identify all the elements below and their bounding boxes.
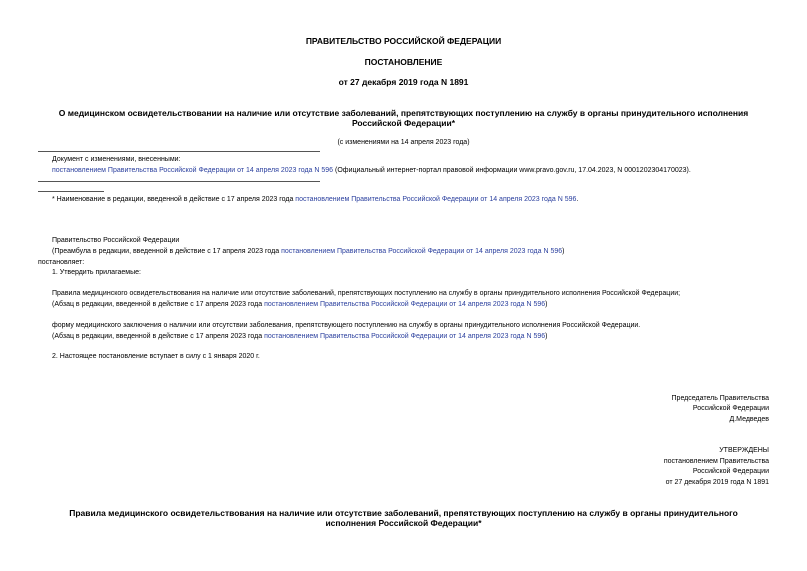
changes-label: Документ с изменениями, внесенными: xyxy=(52,156,181,163)
form-item: форму медицинского заключения о наличии или отсутствии заболевания, препятствующего поступлению на службу в органы принудительного исполнения Российской Федерации. xyxy=(52,322,641,329)
preamble-link[interactable]: постановлением Правительства Российской Федерации от 14 апреля 2023 года N 596 xyxy=(281,248,563,255)
approved-by: постановлением Правительства xyxy=(663,458,769,465)
signature-country: Российской Федерации xyxy=(692,405,769,412)
abzac-link-1[interactable]: постановлением Правительства Российской Федерации от 14 апреля 2023 года N 596 xyxy=(264,301,546,308)
approved-country: Российской Федерации xyxy=(692,468,769,475)
changes-tail: (Официальный интернет-портал правовой информации www.pravo.gov.ru, 17.04.2023, N 0001202304170023). xyxy=(335,167,691,174)
signature-position: Председатель Правительства xyxy=(671,395,769,402)
abzac-link-2[interactable]: постановлением Правительства Российской Федерации от 14 апреля 2023 года N 596 xyxy=(264,333,546,340)
rules-title-line2: исполнения Российской Федерации* xyxy=(325,518,482,528)
footnote-text: * Наименование в редакции, введенной в действие с 17 апреля 2023 года xyxy=(52,196,294,203)
government-heading: ПРАВИТЕЛЬСТВО РОССИЙСКОЙ ФЕДЕРАЦИИ xyxy=(305,36,502,46)
rules-item: Правила медицинского освидетельствования на наличие или отсутствие заболеваний, препятствующих поступлению на службу в органы принудительного исполнения Российской Федерации; xyxy=(52,290,681,297)
changes-link[interactable]: постановлением Правительства Российской Федерации от 14 апреля 2023 года N 596 xyxy=(52,167,334,174)
document-title-line1: О медицинском освидетельствовании на наличие или отсутствие заболеваний, препятствующих поступлению на службу в органы принудительного исполнения xyxy=(58,108,749,118)
footnote-divider xyxy=(38,191,104,192)
footnote: * Наименование в редакции, введенной в действие с 17 апреля 2023 года постановлением Правительства Российской Федерации от 14 апреля 2023 года N 596. xyxy=(52,196,579,203)
preamble-subject: Правительство Российской Федерации xyxy=(52,237,180,244)
document-type: ПОСТАНОВЛЕНИЕ xyxy=(364,57,443,67)
signature-name: Д.Медведев xyxy=(729,416,769,423)
changes-line xyxy=(52,167,691,174)
document-date-number: от 27 декабря 2019 года N 1891 xyxy=(338,77,469,87)
approved-label: УТВЕРЖДЕНЫ xyxy=(719,447,769,454)
preamble-note: (Преамбула в редакции, введенной в действие с 17 апреля 2023 года постановлением Правительства Российской Федерации от 14 апреля 2023 года N 596) xyxy=(52,248,565,255)
item-1: 1. Утвердить прилагаемые: xyxy=(52,269,141,276)
decides-text: постановляет: xyxy=(38,259,85,266)
approved-date: от 27 декабря 2019 года N 1891 xyxy=(665,479,769,486)
item-2: 2. Настоящее постановление вступает в силу с 1 января 2020 г. xyxy=(52,353,260,360)
footnote-link[interactable]: постановлением Правительства Российской Федерации от 14 апреля 2023 года N 596 xyxy=(295,196,577,203)
changes-note: (с изменениями на 14 апреля 2023 года) xyxy=(337,139,470,146)
rules-title-line1: Правила медицинского освидетельствования на наличие или отсутствие заболеваний, препятствующих поступлению на службу в органы принудительного xyxy=(69,508,738,518)
document-title-line2: Российской Федерации* xyxy=(351,118,456,128)
abzac-note-1: (Абзац в редакции, введенной в действие с 17 апреля 2023 года постановлением Правительства Российской Федерации от 14 апреля 2023 года N 596) xyxy=(52,301,548,308)
abzac-note-2: (Абзац в редакции, введенной в действие с 17 апреля 2023 года постановлением Правительства Российской Федерации от 14 апреля 2023 года N 596) xyxy=(52,333,548,340)
divider-top xyxy=(38,151,320,152)
divider-bottom xyxy=(38,181,320,182)
